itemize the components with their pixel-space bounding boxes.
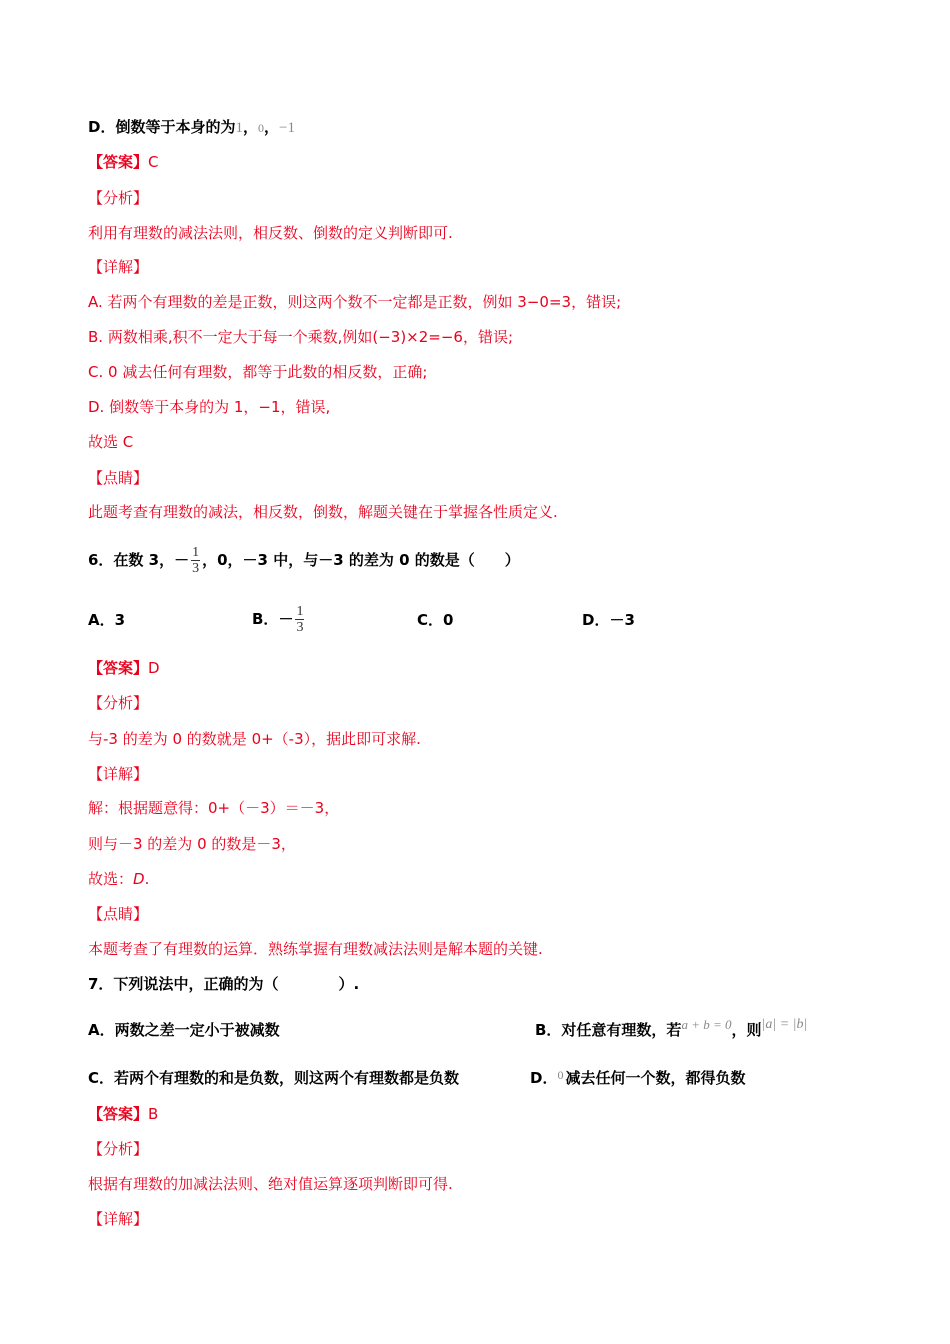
q6-detail-line1: 解：根据题意得：0+（－3）＝－3， bbox=[88, 799, 340, 817]
q6-choose: 故选：D. bbox=[88, 870, 150, 888]
q6-option-d: D．－3 bbox=[582, 611, 635, 629]
q6-analysis-label: 【分析】 bbox=[88, 694, 149, 712]
math-zero: 0 bbox=[557, 1068, 564, 1082]
q6-answer: 【答案】D bbox=[88, 659, 160, 677]
math-neg-one: −1 bbox=[278, 120, 295, 136]
q7-option-c: C．若两个有理数的和是负数，则这两个有理数都是负数 bbox=[88, 1069, 460, 1087]
q7-stem: 7．下列说法中，正确的为（ ）. bbox=[88, 975, 360, 993]
q6-detail-label: 【详解】 bbox=[88, 765, 149, 783]
prev-analysis-text: 利用有理数的减法法则，相反数、倒数的定义判断即可. bbox=[88, 224, 453, 242]
q6-option-a: A．3 bbox=[88, 611, 126, 629]
formula-abs-equal: |a| = |b| bbox=[761, 1017, 808, 1032]
q6-option-b: B．－ $\frac{1}{3}$ bbox=[252, 604, 304, 635]
q6-analysis-text: 与-3 的差为 0 的数就是 0+（-3），据此即可求解. bbox=[88, 730, 421, 748]
prev-analysis-label: 【分析】 bbox=[88, 189, 149, 207]
q6-stem: 6．在数 3，－ $\frac{1}{3}$ ，0，－3 中，与－3 的差为 0 的数是（ ） bbox=[88, 545, 520, 576]
q7-option-d: D．$^0$ 减去任何一个数，都得负数 bbox=[530, 1068, 746, 1087]
q7-detail-label: 【详解】 bbox=[88, 1210, 149, 1228]
prev-option-d: D．倒数等于本身的为1，0，−1 bbox=[88, 118, 295, 136]
q6-option-c: C．0 bbox=[417, 611, 454, 629]
q7-option-b: B．对任意有理数，若a + b = 0，则|a| = |b| bbox=[535, 1017, 808, 1039]
q6-comment-label: 【点睛】 bbox=[88, 905, 149, 923]
math-zero: 0 bbox=[257, 121, 264, 135]
q6-comment-text: 本题考查了有理数的运算．熟练掌握有理数减法法则是解本题的关键. bbox=[88, 940, 543, 958]
math-one: 1 bbox=[235, 120, 243, 136]
q7-analysis-label: 【分析】 bbox=[88, 1140, 149, 1158]
prev-comment-label: 【点睛】 bbox=[88, 469, 149, 487]
q7-analysis-text: 根据有理数的加减法法则、绝对值运算逐项判断即可得. bbox=[88, 1175, 453, 1193]
fraction-one-third: $\frac{1}{3}$ bbox=[296, 604, 304, 635]
prev-detail-line: A. 若两个有理数的差是正数，则这两个数不一定都是正数，例如 3−0=3，错误; bbox=[88, 293, 622, 311]
q7-option-a: A．两数之差一定小于被减数 bbox=[88, 1021, 280, 1039]
formula-sum-zero: a + b = 0 bbox=[681, 1017, 732, 1032]
q6-detail-line2: 则与－3 的差为 0 的数是－3， bbox=[88, 835, 296, 853]
fraction-one-third: $\frac{1}{3}$ bbox=[192, 545, 200, 576]
prev-comment-text: 此题考查有理数的减法，相反数，倒数，解题关键在于掌握各性质定义. bbox=[88, 503, 558, 521]
prev-answer: 【答案】C bbox=[88, 153, 159, 171]
prev-detail-line: C. 0 减去任何有理数，都等于此数的相反数，正确; bbox=[88, 363, 428, 381]
q7-answer: 【答案】B bbox=[88, 1105, 159, 1123]
prev-detail-line: D. 倒数等于本身的为 1，−1，错误, bbox=[88, 398, 331, 416]
prev-detail-line: B. 两数相乘,积不一定大于每一个乘数,例如(−3)×2=−6，错误; bbox=[88, 328, 514, 346]
prev-detail-label: 【详解】 bbox=[88, 258, 149, 276]
prev-choose: 故选 C bbox=[88, 433, 134, 451]
